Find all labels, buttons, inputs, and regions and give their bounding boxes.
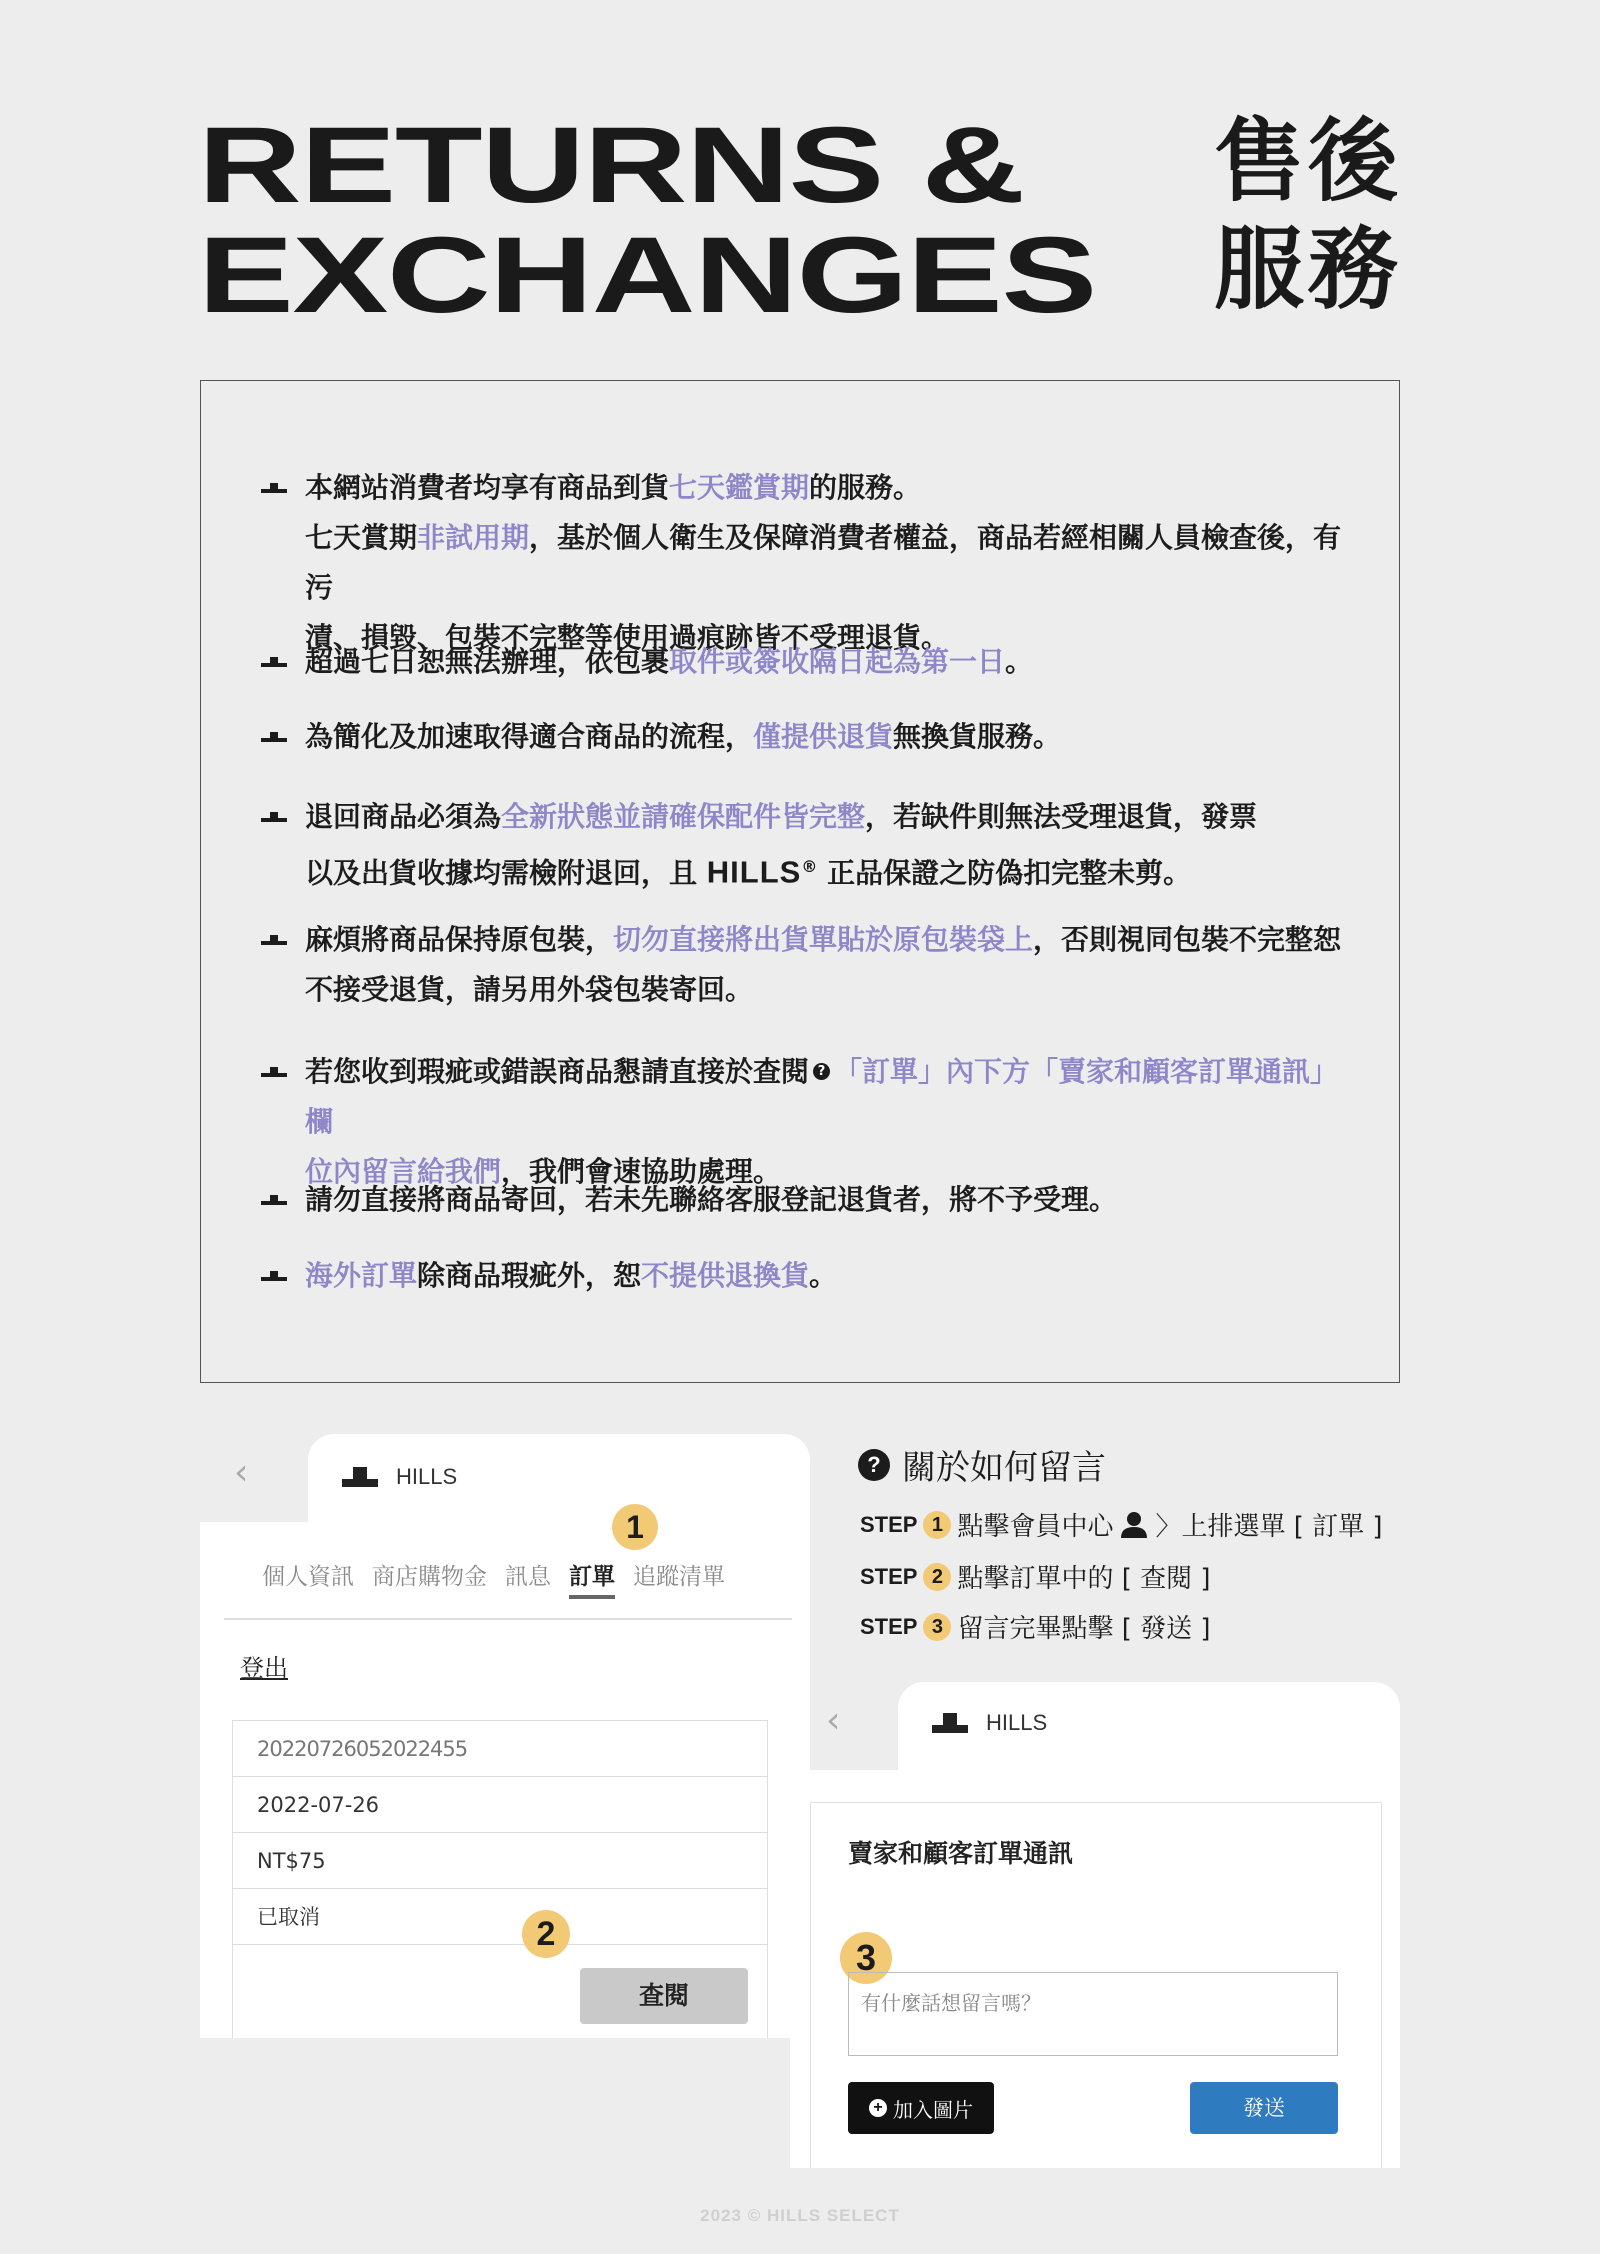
title-line-2: EXCHANGES	[198, 214, 1096, 335]
rule-highlight: 切勿直接將出貨單貼於原包裝袋上	[613, 923, 1034, 956]
rule-highlight: 位內留言給我們	[305, 1155, 502, 1188]
rule-8	[261, 1251, 1361, 1301]
order-page-screenshot	[200, 1434, 810, 2038]
step-2	[860, 1558, 1211, 1595]
add-image-label: 加入圖片	[893, 2097, 973, 2122]
hills-bullet-icon	[261, 483, 287, 493]
step-3-badge: 3	[840, 1932, 892, 1984]
rule-text: 退回商品必須為	[305, 800, 502, 833]
hills-logo-icon	[932, 1713, 968, 1733]
brand-name: HILLS	[986, 1710, 1048, 1735]
rule-highlight: 七天鑑賞期	[669, 471, 810, 504]
howto-heading	[858, 1440, 1106, 1489]
order-status: 已取消	[233, 1889, 767, 1945]
howto-title: 關於如何留言	[902, 1448, 1106, 1488]
brand-header	[932, 1710, 1047, 1736]
step-number-badge: 1	[923, 1511, 951, 1539]
registered-mark: ®	[801, 857, 818, 876]
title-zh-line-2: 服務	[1214, 217, 1402, 322]
rule-text: 不接受退貨，請另用外袋包裝寄回。	[305, 973, 754, 1006]
rule-highlight: 「訂單」內下方「賣家和顧客訂單通訊」欄	[305, 1055, 1339, 1138]
person-icon	[1119, 1511, 1149, 1539]
order-amount: NT$75	[233, 1833, 767, 1889]
message-section-title: 賣家和顧客訂單通訊	[848, 1839, 1074, 1868]
rule-text: 若您收到瑕疵或錯誤商品懇請直接於查閱	[305, 1055, 810, 1088]
rule-highlight: 不提供退換貨	[641, 1259, 810, 1292]
rule-text: 無換貨服務。	[893, 720, 1062, 753]
nav-divider	[224, 1618, 792, 1620]
step-number-badge: 2	[923, 1563, 951, 1591]
rule-text: 正品保證之防偽扣完整未剪。	[827, 856, 1192, 890]
rule-text: 請勿直接將商品寄回，若未先聯絡客服登記退貨者，將不予受理。	[305, 1183, 1118, 1216]
hills-logo-icon	[342, 1467, 378, 1487]
rule-text: ，基於個人衛生及保障消費者權益，商品若經相關人員檢查後，有污	[305, 521, 1342, 604]
question-icon: ?	[813, 1063, 830, 1080]
rule-5	[261, 915, 1361, 1015]
nav-orders-active[interactable]: 訂單	[569, 1558, 615, 1599]
step-text: 點擊訂單中的 [ 查閱 ]	[957, 1564, 1211, 1594]
step-2-badge: 2	[522, 1910, 570, 1958]
step-1	[860, 1506, 1383, 1543]
nav-personal-info[interactable]: 個人資訊	[262, 1564, 354, 1590]
view-order-button[interactable]: 查閱	[580, 1968, 748, 2024]
rule-highlight: 僅提供退貨	[753, 720, 894, 753]
member-nav	[262, 1558, 725, 1599]
rule-highlight: 全新狀態並請確保配件皆完整	[501, 800, 866, 833]
step-text-continued: 〉上排選單 [ 訂單 ]	[1155, 1512, 1383, 1542]
hills-bullet-icon	[261, 657, 287, 667]
message-input[interactable]: 有什麼話想留言嗎？	[848, 1972, 1338, 2056]
rule-7	[261, 1175, 1361, 1225]
rule-text: 麻煩將商品保持原包裝，	[305, 923, 614, 956]
step-1-badge: 1	[612, 1504, 658, 1550]
question-circle-icon: ?	[858, 1449, 890, 1481]
rule-text: ，若缺件則無法受理退貨，發票	[865, 800, 1258, 833]
hills-bullet-icon	[261, 1271, 287, 1281]
rule-text: 為簡化及加速取得適合商品的流程，	[305, 720, 754, 753]
rule-text: 超過七日恕無法辦理，依包裹	[305, 645, 670, 678]
rule-text: 以及出貨收據均需檢附退回，且	[305, 856, 698, 890]
nav-messages[interactable]: 訊息	[505, 1564, 551, 1590]
step-text: 點擊會員中心	[957, 1512, 1114, 1542]
order-date: 2022-07-26	[233, 1777, 767, 1833]
footer-copyright: 2023 © HILLS SELECT	[700, 2206, 900, 2225]
rule-highlight: 取件或簽收隔日起為第一日	[669, 645, 1006, 678]
rule-2	[261, 637, 1361, 687]
logout-link[interactable]: 登出	[240, 1654, 288, 1682]
rule-4	[261, 792, 1361, 898]
hills-wordmark: HILLS	[706, 854, 802, 890]
rule-text: 。	[809, 1259, 838, 1292]
plus-circle-icon: +	[869, 2099, 887, 2117]
rules-box	[200, 380, 1400, 1383]
hills-bullet-icon	[261, 935, 287, 945]
step-label: STEP	[860, 1613, 918, 1639]
rule-text: ，否則視同包裝不完整恕	[1033, 923, 1342, 956]
order-number: 20220726052022455	[233, 1721, 767, 1777]
message-form-screenshot	[790, 1682, 1400, 2168]
step-label: STEP	[860, 1563, 918, 1589]
nav-wishlist[interactable]: 追蹤清單	[633, 1564, 725, 1590]
hills-bullet-icon	[261, 1067, 287, 1077]
back-chevron-icon[interactable]: ‹	[826, 1700, 841, 1741]
title-zh-line-1: 售後	[1214, 109, 1402, 214]
rule-3	[261, 712, 1361, 762]
step-number-badge: 3	[923, 1613, 951, 1641]
rule-text: 漬、損毀、包裝不完整等使用過痕跡皆不受理退貨。	[305, 621, 950, 654]
rule-text: 除商品瑕疵外，恕	[417, 1259, 642, 1292]
hills-bullet-icon	[261, 732, 287, 742]
rule-text: 。	[1005, 645, 1034, 678]
brand-name: HILLS	[396, 1464, 458, 1489]
step-text: 留言完畢點擊 [ 發送 ]	[957, 1614, 1211, 1644]
send-button[interactable]: 發送	[1190, 2082, 1338, 2134]
step-3	[860, 1608, 1211, 1645]
rule-highlight: 海外訂單	[305, 1259, 418, 1292]
back-chevron-icon[interactable]: ‹	[234, 1452, 249, 1493]
rule-text: ，我們會速協助處理。	[501, 1155, 782, 1188]
nav-store-credit[interactable]: 商店購物金	[372, 1564, 487, 1590]
add-image-button[interactable]	[848, 2082, 994, 2134]
step-label: STEP	[860, 1511, 918, 1537]
rule-text: 本網站消費者均享有商品到貨	[305, 471, 670, 504]
hills-bullet-icon	[261, 812, 287, 822]
hills-bullet-icon	[261, 1195, 287, 1205]
title-line-1: RETURNS &	[198, 104, 1024, 225]
rule-1	[261, 463, 1361, 663]
page-title-zh	[1214, 108, 1402, 324]
brand-header	[342, 1464, 457, 1490]
page-title-en	[198, 104, 1096, 335]
rule-text: 七天賞期	[305, 521, 418, 554]
rule-highlight: 非試用期	[417, 521, 530, 554]
rule-text: 的服務。	[809, 471, 922, 504]
